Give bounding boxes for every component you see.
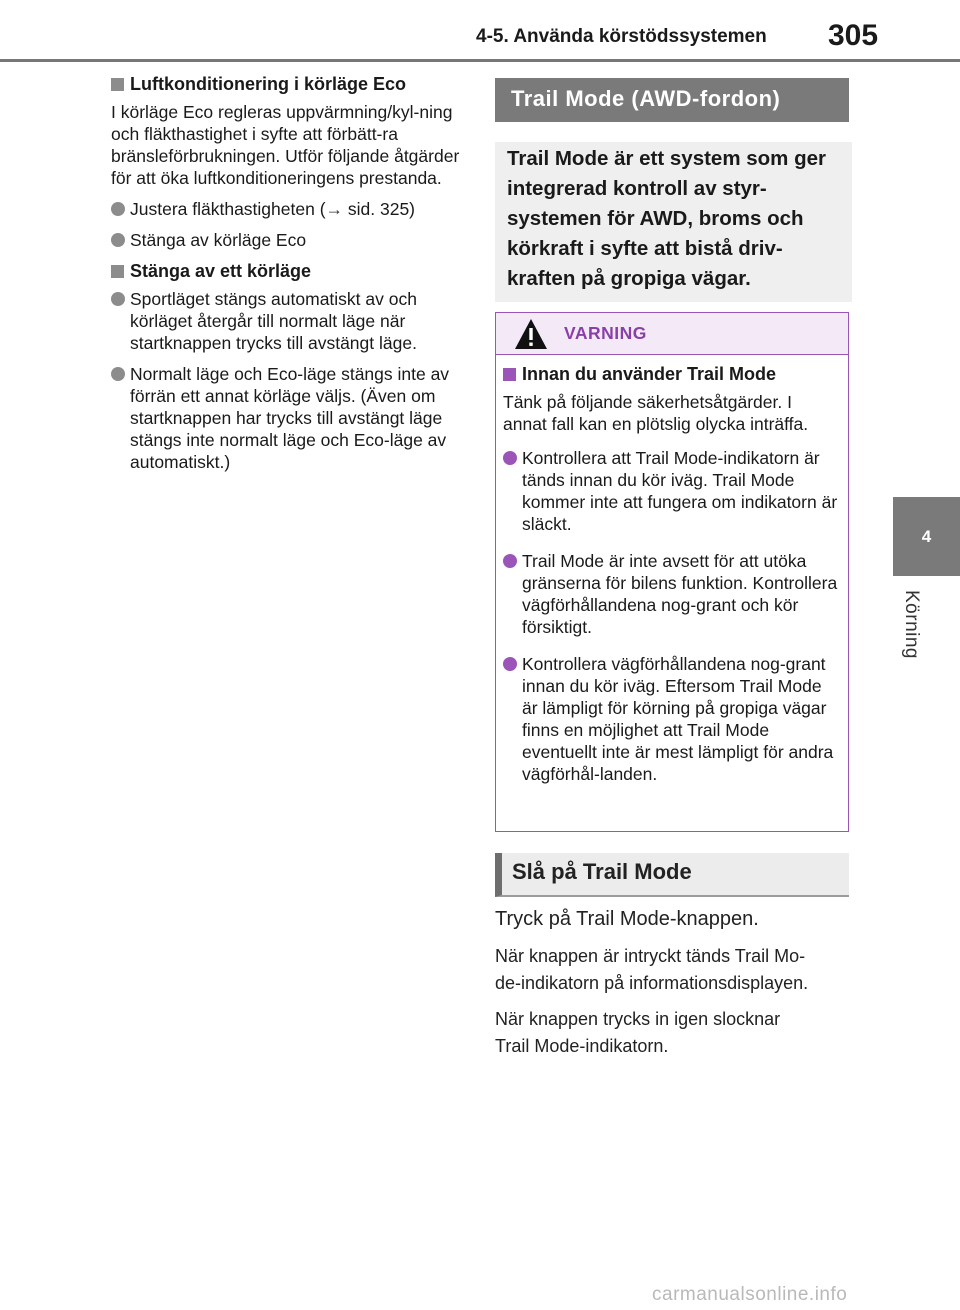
chapter-tab [893, 497, 960, 576]
circle-bullet-icon [111, 367, 125, 381]
page-header [0, 0, 960, 62]
page-number: 305 [828, 19, 879, 52]
page-reference-link[interactable]: sid. 325) [343, 199, 416, 219]
square-bullet-icon [111, 265, 124, 278]
left-column [111, 73, 466, 482]
paragraph-indicator-off: När knappen trycks in igen slocknar Trail Mode-indikatorn. [495, 1009, 781, 1056]
section-banner-turn-on: Slå på Trail Mode [495, 853, 849, 897]
subheading-eco-ac: Luftkonditionering i körläge Eco [111, 73, 466, 95]
warning-box [495, 312, 849, 832]
list-item: Kontrollera vägförhållandena nog-grant innan du kör iväg. Eftersom Trail Mode är lämpligt för körning på gropiga vägar finns en möjlighet att Trail Mode eventuellt inte är mest lämpligt för andra vägförhål-landen. [503, 653, 840, 785]
circle-bullet-icon [111, 202, 125, 216]
list-item: Trail Mode är inte avsett för att utöka gränserna för bilens funktion. Kontrollera vägförhållandena nog-grant och kör försiktigt. [503, 550, 840, 638]
warning-triangle-icon [514, 318, 548, 350]
header-divider [0, 59, 960, 62]
circle-bullet-icon [111, 292, 125, 306]
circle-bullet-icon [503, 554, 517, 568]
square-bullet-icon [111, 78, 124, 91]
warning-subheading: Innan du använder Trail Mode [503, 363, 840, 385]
chapter-label: Körning [901, 590, 922, 659]
list-item: Justera fläkthastigheten (→ sid. 325) [111, 198, 466, 220]
list-item: Sportläget stängs automatiskt av och körläget återgår till normalt läge när startknappen trycks till avstängt läge. [111, 288, 466, 354]
circle-bullet-icon [503, 451, 517, 465]
subheading-turn-off-mode: Stänga av ett körläge [111, 260, 466, 282]
arrow-right-icon: → [325, 199, 344, 219]
intro-box: Trail Mode är ett system som ger integrerad kontroll av styr-systemen för AWD, broms och körkraft i syfte att bistå driv-kraften på gropiga vägar. [495, 142, 852, 302]
chapter-number: 4 [921, 526, 932, 546]
square-bullet-icon [503, 368, 516, 381]
circle-bullet-icon [111, 233, 125, 247]
paragraph-indicator-on: När knappen är intryckt tänds Trail Mo- de-indikatorn på informationsdisplayen. [495, 946, 809, 993]
list-item: Kontrollera att Trail Mode-indikatorn är tänds innan du kör iväg. Trail Mode kommer inte att fungera om indikatorn är släckt. [503, 447, 840, 535]
list-item: Stänga av körläge Eco [111, 229, 466, 251]
watermark: carmanualsonline.info [652, 1284, 848, 1305]
circle-bullet-icon [503, 657, 517, 671]
instruction-text: Tryck på Trail Mode-knappen. [495, 908, 759, 930]
warning-paragraph: Tänk på följande säkerhetsåtgärder. I annat fall kan en plötslig olycka inträffa. [503, 392, 809, 434]
warning-header [496, 313, 848, 355]
section-title: 4-5. Använda körstödssystemen [476, 26, 767, 47]
warning-body [496, 355, 848, 785]
paragraph-eco-ac: I körläge Eco regleras uppvärmning/kyl-ning och fläkthastighet i syfte att förbätt-ra bränsleförbrukningen. Utför följande åtgärder för att öka luftkonditioneringens prestanda. [111, 102, 460, 188]
list-item: Normalt läge och Eco-läge stängs inte av förrän ett annat körläge väljs. (Även om startknappen har trycks till avstängt läge stängs inte normalt läge och Eco-läge av automatiskt.) [111, 363, 466, 473]
section-banner-trail-mode: Trail Mode (AWD-fordon) [495, 78, 849, 122]
warning-title: VARNING [564, 323, 647, 343]
